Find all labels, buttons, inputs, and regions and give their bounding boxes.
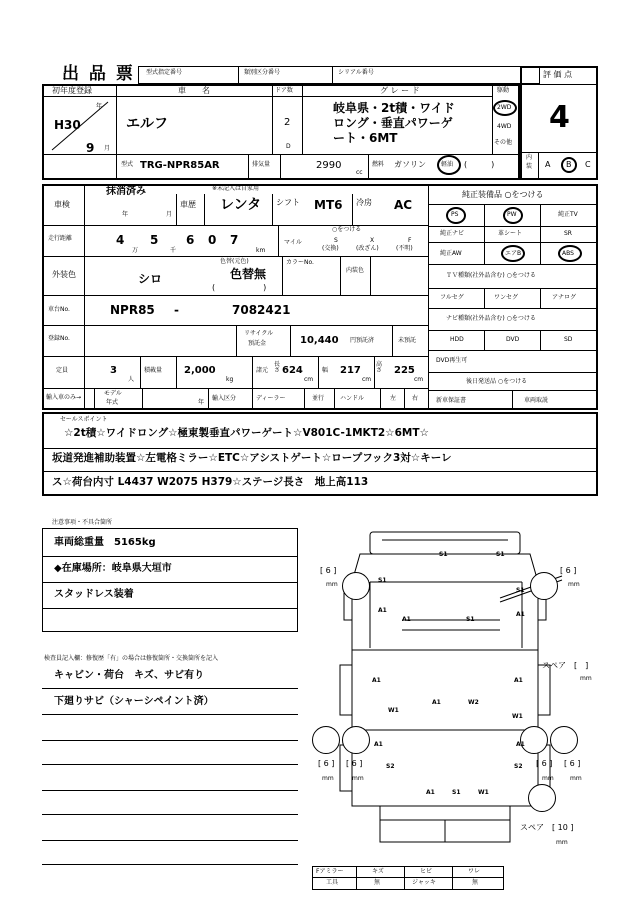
fuel-diesel: 軽油 [441,161,454,168]
grade-line-2: ロング・垂直パワーゲ [333,116,453,130]
car-name: エルフ [126,116,168,132]
tv-analog: アナログ [552,294,577,301]
mark-a1-l: A1 [378,607,387,614]
mark-a1-rear: A1 [426,789,435,796]
tire-spare [528,784,556,812]
spare-top-label: スペア [542,661,566,670]
tread-fl: 6 [325,566,331,575]
equip-abs: ABS [562,250,574,257]
chassis-number: 7082421 [232,303,291,317]
notes-line-1: 車両総重量 5165kg [54,537,156,548]
navi-dvd: DVD [506,336,520,343]
tread-rr-in: 6 [541,759,547,768]
mark-s1-cab: S1 [466,616,475,623]
drive-4wd: 4WD [497,123,512,130]
sales-line-3: ス☆荷台内寸 L4437 W2075 H379☆ステージ長さ 地上高113 [52,476,369,488]
mileage-digit-1: 4 [116,233,125,247]
mark-s1-l: S1 [378,577,387,584]
tread-rl-out: 6 [323,759,329,768]
mark-a1-fl: A1 [372,677,381,684]
drive-other: その他 [494,139,513,146]
shareki-value: レンタ [220,197,262,213]
tire-rear-right-outer [550,726,578,754]
shaken-value: 抹消済み [106,186,146,197]
mark-a1-rr: A1 [516,741,525,748]
mark-s1-top-l: S1 [439,551,448,558]
height-value: 225 [394,365,415,376]
kogu-value: 無 [374,879,381,886]
equip-leather: 革シート [498,230,523,237]
color-value: シロ [138,272,163,286]
interior-b: B [566,160,572,169]
mark-a1-cab: A1 [402,616,411,623]
mark-a1-rl: A1 [374,741,383,748]
mileage-digit-2: 5 [150,233,159,247]
equip-ps: PS [451,211,459,218]
door-label: ドア数 [275,87,293,94]
mark-s1-r: S1 [516,587,525,594]
tire-front-right [530,572,558,600]
navi-sd: SD [564,336,573,343]
model-code: TRG-NPR85AR [140,160,220,171]
tire-rear-right-inner [520,726,548,754]
dvd-playback: DVD再生可 [436,357,468,364]
first-reg-year: H30 [54,118,81,132]
shamei-label: 車 名 [178,86,210,95]
tv-fullseg: フルセグ [440,294,464,301]
recycle-value: 10,440 [300,335,339,346]
first-reg-month: 9 [86,141,95,155]
after-warranty: 新車保証書 [436,397,467,404]
tv-oneseg: ワンセグ [494,294,519,301]
score-value: 4 [549,100,570,135]
fuel-gasoline: ガソリン [394,160,426,169]
interior-a: A [545,160,551,169]
tv-title: ＴＶ種類(社外品含む) ○をつける [446,272,536,279]
tire-rear-left-outer [312,726,340,754]
sales-point-label: セールスポイント [60,416,108,423]
mark-s1-rear: S1 [452,789,461,796]
navi-title: ナビ種類(社外品含む) ○をつける [446,315,536,322]
mark-w1-rear: W1 [478,789,489,796]
mark-a1-fr: A1 [514,677,523,684]
mark-w1-r: W1 [512,713,523,720]
interior-c: C [585,160,591,169]
mileage-digit-5: 7 [230,233,239,247]
door-count: 2 [284,117,291,128]
mark-s2-r: S2 [514,763,523,770]
inspector-line-1: キャビン・荷台 キズ、サビ有り [54,670,205,681]
after-title: 後日発送品 ○をつける [466,378,528,385]
inspector-line-2: 下廻りサビ（シャーシペイント済） [54,696,214,707]
tread-fr: 6 [565,566,571,575]
navi-hdd: HDD [450,336,464,343]
tread-rr-out: 6 [569,759,575,768]
mark-s1-top-r: S1 [496,551,505,558]
equip-airbag: エアB [505,250,522,257]
score-label: 評 価 点 [543,70,573,79]
width-value: 217 [340,365,361,376]
notes-line-2: ◆在庫場所：岐阜県大垣市 [54,563,172,574]
teiin-value: 3 [110,365,117,376]
katashiki-label: 型式指定番号 [146,69,183,76]
tire-front-left [342,572,370,600]
mark-a1-r: A1 [516,611,525,618]
length-value: 624 [282,365,303,376]
tread-spare-bottom: 10 [557,823,568,832]
drive-2wd: 2WD [497,104,512,111]
document-title: 出 品 票 [62,64,135,84]
ruibetsu-label: 類別区分番号 [244,69,281,76]
equip-navi: 純正ナビ [440,230,465,237]
mark-w2: W2 [468,699,479,706]
displacement: 2990 [316,160,342,171]
grade-line-3: ート・6MT [333,131,398,145]
equip-tv: 純正TV [558,211,578,218]
jack-value: 無 [472,879,479,886]
sales-line-1: ☆2t積☆ワイドロング☆極東製垂直パワーゲート☆V801C-1MKT2☆6MT☆ [64,427,429,439]
equip-aw: 純正AW [440,250,462,257]
spare-bottom-label: スペア [520,823,544,832]
mark-w1-l: W1 [388,707,399,714]
sekisai-value: 2,000 [184,365,216,376]
serial-label: シリアル番号 [338,69,374,76]
tire-rear-left-inner [342,726,370,754]
grade-line-1: 岐阜県・2t積・ワイド [333,101,455,115]
mileage-digit-3: 6 [186,233,195,247]
mark-a1-body: A1 [432,699,441,706]
shift-value: MT6 [314,198,343,212]
sales-line-2: 坂道発進補助装置☆左電格ミラー☆ETC☆アシストゲート☆ロープフック3対☆キーレ [52,452,452,464]
mileage-digit-4: 0 [208,233,217,247]
inspector-label: 検査員記入欄：修復歴「有」の場合は修復箇所・交換箇所を記入 [44,655,219,662]
irokae-value: 色替無 [230,267,267,281]
chassis-prefix: NPR85 [110,303,155,317]
mark-s2-l: S2 [386,763,395,770]
ac-value: AC [394,198,413,212]
notes-label: 注意事項・不具合箇所 [52,519,113,526]
truck-diagram [300,520,600,870]
equip-pw: PW [507,211,517,218]
shodo-label: 初年度登録 [52,86,92,95]
tread-rl-in: 6 [351,759,357,768]
notes-line-3: スタッドレス装着 [54,589,134,600]
after-manual: 車両取説 [524,397,549,404]
equipment-title: 純正装備品 ○をつける [462,190,544,199]
equip-sr: SR [564,230,572,237]
grade-label: グ レ ー ド [380,86,420,95]
